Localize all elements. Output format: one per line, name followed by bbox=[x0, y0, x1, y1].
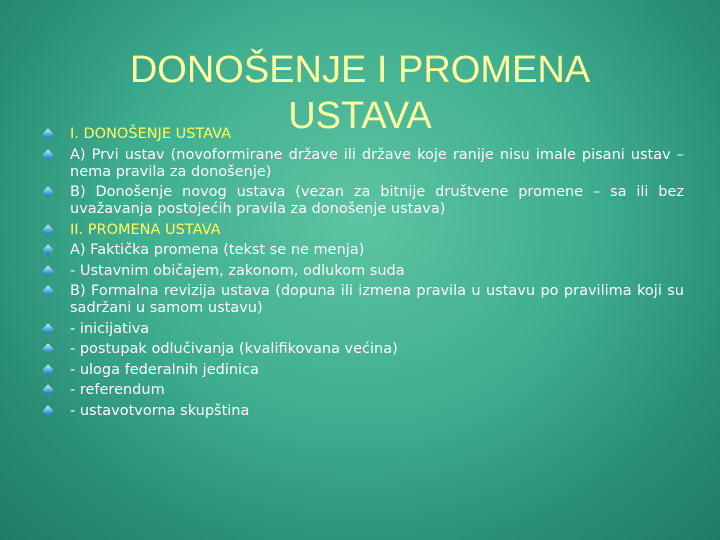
list-item-text: - postupak odlučivanja (kvalifikovana većina) bbox=[70, 341, 398, 357]
list-item bbox=[44, 321, 684, 338]
diamond-bullet-icon bbox=[42, 343, 53, 354]
list-item-text: - Ustavnim običajem, zakonom, odlukom suda bbox=[70, 262, 405, 279]
diamond-bullet-icon bbox=[42, 186, 53, 197]
list-item bbox=[44, 382, 684, 399]
diamond-bullet-icon bbox=[42, 285, 53, 296]
diamond-bullet-icon bbox=[42, 265, 53, 276]
list-item bbox=[44, 222, 684, 239]
list-item bbox=[44, 147, 684, 181]
slide-title-line-1: DONOŠENJE I PROMENA bbox=[129, 49, 591, 92]
diamond-bullet-icon bbox=[42, 384, 53, 395]
diamond-bullet-icon bbox=[42, 405, 53, 416]
bullet-list bbox=[44, 126, 684, 423]
list-item-text: A) Faktička promena (tekst se ne menja) bbox=[70, 242, 365, 258]
list-item-text: B) Formalna revizija ustava (dopuna ili izmena pravila u ustavu po pravilima koji su sadržani u samom ustavu) bbox=[70, 283, 684, 316]
list-item-text: B) Donošenje novog ustava (vezan za bitnije društvene promene – sa ili bez uvažavanja postojećih pravila za donošenje ustava) bbox=[70, 184, 684, 217]
list-item-text: - ustavotvorna skupština bbox=[70, 402, 250, 419]
diamond-bullet-icon bbox=[42, 364, 53, 375]
list-item bbox=[44, 184, 684, 218]
list-item bbox=[44, 283, 684, 317]
list-item-text: - uloga federalnih jedinica bbox=[70, 361, 259, 378]
slide-title-line-2: USTAVA bbox=[288, 95, 432, 138]
list-item-text: II. PROMENA USTAVA bbox=[70, 221, 221, 238]
list-item bbox=[44, 403, 684, 420]
list-item-text: A) Prvi ustav (novoformirane države ili države koje ranije nisu imale pisani ustav – nema pravila za donošenje) bbox=[70, 146, 684, 180]
list-item bbox=[44, 242, 684, 259]
list-item bbox=[44, 362, 684, 379]
list-item bbox=[44, 341, 684, 358]
diamond-bullet-icon bbox=[42, 323, 53, 334]
diamond-bullet-icon bbox=[42, 149, 53, 160]
list-item bbox=[44, 263, 684, 280]
list-item-text: - inicijativa bbox=[70, 320, 150, 337]
list-item-text: - referendum bbox=[70, 382, 165, 398]
diamond-bullet-icon bbox=[42, 128, 53, 139]
diamond-bullet-icon bbox=[42, 224, 53, 235]
list-item-text: I. DONOŠENJE USTAVA bbox=[70, 126, 232, 142]
list-item bbox=[44, 126, 684, 143]
diamond-bullet-icon bbox=[42, 244, 53, 255]
